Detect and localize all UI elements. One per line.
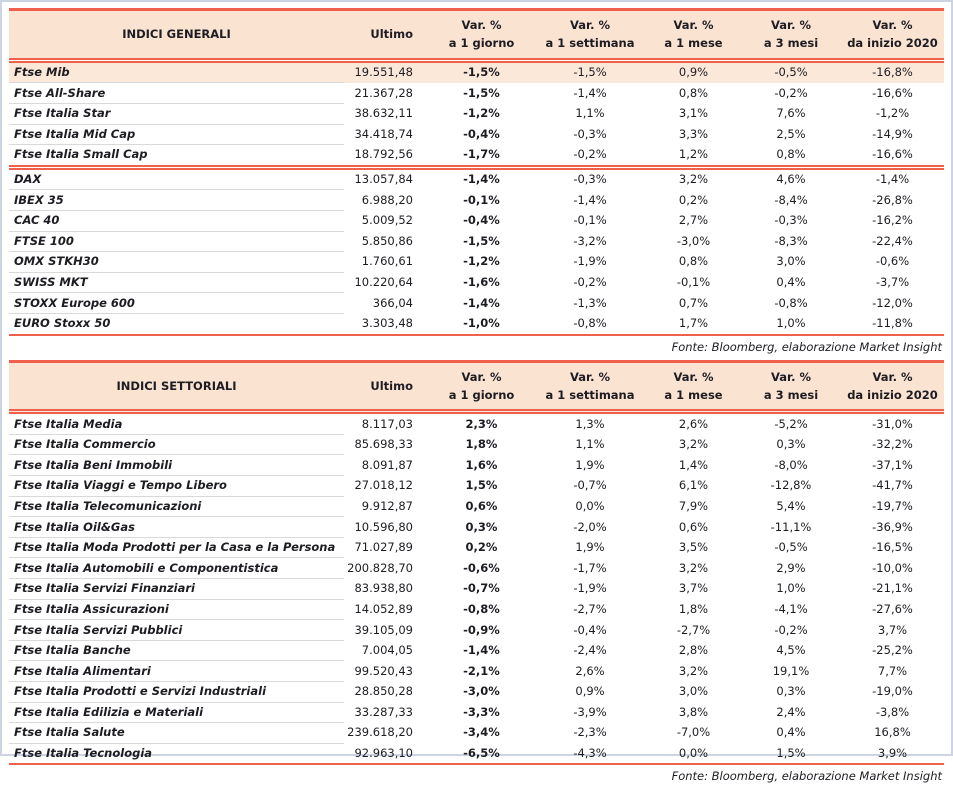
var-d1-value: 0,3% xyxy=(429,517,534,538)
var-ytd2020-value: -12,0% xyxy=(841,293,944,314)
ultimo-value: 71.027,89 xyxy=(344,537,429,558)
table-row xyxy=(9,231,944,252)
index-name: EURO Stoxx 50 xyxy=(9,313,344,334)
var-w1-value: -2,4% xyxy=(534,640,646,661)
var-d1-value: -1,4% xyxy=(429,293,534,314)
var-d1-value: 0,6% xyxy=(429,496,534,517)
index-name: Ftse Italia Prodotti e Servizi Industriali xyxy=(9,682,344,703)
table-row xyxy=(9,702,944,723)
var-m1-value: 0,2% xyxy=(646,190,741,211)
ultimo-value: 5.009,52 xyxy=(344,210,429,231)
var-ytd2020-value: -14,9% xyxy=(841,124,944,145)
var-d1-value: -1,5% xyxy=(429,231,534,252)
var-m3-value: 3,0% xyxy=(741,252,841,273)
var-m3-value: 0,4% xyxy=(741,272,841,293)
table-row xyxy=(9,620,944,641)
table-row xyxy=(9,272,944,293)
index-name: Ftse Italia Viaggi e Tempo Libero xyxy=(9,476,344,497)
table-row xyxy=(9,167,944,190)
var-ytd2020-value: -32,2% xyxy=(841,434,944,455)
table-row xyxy=(9,723,944,744)
var-label-line2: a 3 mesi xyxy=(743,386,839,404)
ultimo-value: 13.057,84 xyxy=(344,167,429,190)
var-d1-value: 1,6% xyxy=(429,455,534,476)
var-ytd2020-value: 7,7% xyxy=(841,661,944,682)
column-header-var-ytd2020 xyxy=(841,361,944,412)
index-name: CAC 40 xyxy=(9,210,344,231)
table-body xyxy=(9,60,944,334)
table-row xyxy=(9,103,944,124)
var-d1-value: 1,8% xyxy=(429,434,534,455)
var-d1-value: -0,4% xyxy=(429,124,534,145)
index-name: FTSE 100 xyxy=(9,231,344,252)
var-label-line2: a 1 settimana xyxy=(536,34,644,52)
var-ytd2020-value: -22,4% xyxy=(841,231,944,252)
var-m1-value: 7,9% xyxy=(646,496,741,517)
var-m1-value: 0,7% xyxy=(646,293,741,314)
table-row xyxy=(9,517,944,538)
column-header-var-w1 xyxy=(534,361,646,412)
var-ytd2020-value: -11,8% xyxy=(841,313,944,334)
table-row xyxy=(9,558,944,579)
var-w1-value: 1,1% xyxy=(534,434,646,455)
index-name: OMX STKH30 xyxy=(9,252,344,273)
var-m3-value: -4,1% xyxy=(741,599,841,620)
var-m1-value: -7,0% xyxy=(646,723,741,744)
var-ytd2020-value: -16,5% xyxy=(841,537,944,558)
ultimo-value: 19.551,48 xyxy=(344,60,429,83)
var-d1-value: -0,9% xyxy=(429,620,534,641)
var-m1-value: -0,1% xyxy=(646,272,741,293)
var-d1-value: -1,5% xyxy=(429,60,534,83)
var-label-line1: Var. % xyxy=(431,368,532,386)
column-header-var-d1 xyxy=(429,361,534,412)
var-ytd2020-value: -16,6% xyxy=(841,83,944,104)
var-m3-value: 1,0% xyxy=(741,313,841,334)
table-row xyxy=(9,579,944,600)
var-d1-value: -1,6% xyxy=(429,272,534,293)
var-m3-value: -11,1% xyxy=(741,517,841,538)
table-row xyxy=(9,313,944,334)
var-m1-value: 3,5% xyxy=(646,537,741,558)
ultimo-value: 9.912,87 xyxy=(344,496,429,517)
data-table xyxy=(9,360,944,766)
index-name: Ftse Italia Media xyxy=(9,412,344,435)
var-m3-value: -0,5% xyxy=(741,60,841,83)
table-row xyxy=(9,661,944,682)
var-w1-value: -0,4% xyxy=(534,620,646,641)
var-d1-value: -1,4% xyxy=(429,640,534,661)
ultimo-value: 38.632,11 xyxy=(344,103,429,124)
index-name: Ftse Italia Moda Prodotti per la Casa e la Persona xyxy=(9,537,344,558)
var-m1-value: -2,7% xyxy=(646,620,741,641)
var-m1-value: 0,9% xyxy=(646,60,741,83)
index-name: Ftse All-Share xyxy=(9,83,344,104)
var-label-line1: Var. % xyxy=(743,16,839,34)
ultimo-value: 18.792,56 xyxy=(344,145,429,168)
table-row xyxy=(9,83,944,104)
var-ytd2020-value: -37,1% xyxy=(841,455,944,476)
var-w1-value: -0,3% xyxy=(534,167,646,190)
column-header-var-m3 xyxy=(741,361,841,412)
var-m3-value: 4,5% xyxy=(741,640,841,661)
var-w1-value: -1,3% xyxy=(534,293,646,314)
var-m1-value: 1,7% xyxy=(646,313,741,334)
var-d1-value: -2,1% xyxy=(429,661,534,682)
ultimo-value: 5.850,86 xyxy=(344,231,429,252)
table-row xyxy=(9,124,944,145)
var-w1-value: 0,0% xyxy=(534,496,646,517)
table-row xyxy=(9,434,944,455)
table-row xyxy=(9,476,944,497)
ultimo-value: 8.091,87 xyxy=(344,455,429,476)
table-row xyxy=(9,412,944,435)
table-title: INDICI GENERALI xyxy=(9,10,344,61)
var-label-line1: Var. % xyxy=(843,16,942,34)
var-m3-value: -0,2% xyxy=(741,620,841,641)
index-name: DAX xyxy=(9,167,344,190)
var-m1-value: 3,2% xyxy=(646,434,741,455)
ultimo-value: 10.220,64 xyxy=(344,272,429,293)
index-name: Ftse Italia Servizi Finanziari xyxy=(9,579,344,600)
ultimo-value: 39.105,09 xyxy=(344,620,429,641)
ultimo-value: 1.760,61 xyxy=(344,252,429,273)
var-label-line1: Var. % xyxy=(648,368,739,386)
var-m1-value: 1,4% xyxy=(646,455,741,476)
index-name: Ftse Italia Telecomunicazioni xyxy=(9,496,344,517)
var-w1-value: -1,9% xyxy=(534,252,646,273)
table-row xyxy=(9,599,944,620)
ultimo-value: 239.618,20 xyxy=(344,723,429,744)
var-ytd2020-value: -25,2% xyxy=(841,640,944,661)
index-name: Ftse Italia Salute xyxy=(9,723,344,744)
source-note: Fonte: Bloomberg, elaborazione Market Insight xyxy=(9,336,944,358)
var-ytd2020-value: -0,6% xyxy=(841,252,944,273)
var-m1-value: 1,8% xyxy=(646,599,741,620)
ultimo-value: 6.988,20 xyxy=(344,190,429,211)
index-name: Ftse Italia Tecnologia xyxy=(9,743,344,764)
var-ytd2020-value: -19,0% xyxy=(841,682,944,703)
var-m3-value: 5,4% xyxy=(741,496,841,517)
column-header-ultimo: Ultimo xyxy=(344,10,429,61)
var-label-line1: Var. % xyxy=(743,368,839,386)
ultimo-value: 83.938,80 xyxy=(344,579,429,600)
var-m3-value: 19,1% xyxy=(741,661,841,682)
ultimo-value: 27.018,12 xyxy=(344,476,429,497)
var-ytd2020-value: -21,1% xyxy=(841,579,944,600)
ultimo-value: 34.418,74 xyxy=(344,124,429,145)
column-header-var-m1 xyxy=(646,361,741,412)
var-d1-value: -3,4% xyxy=(429,723,534,744)
var-d1-value: -3,3% xyxy=(429,702,534,723)
ultimo-value: 7.004,05 xyxy=(344,640,429,661)
column-header-ultimo: Ultimo xyxy=(344,361,429,412)
var-w1-value: -2,3% xyxy=(534,723,646,744)
var-label-line1: Var. % xyxy=(536,16,644,34)
var-w1-value: 2,6% xyxy=(534,661,646,682)
var-m3-value: -8,0% xyxy=(741,455,841,476)
var-m3-value: -8,4% xyxy=(741,190,841,211)
var-w1-value: -0,2% xyxy=(534,145,646,168)
var-w1-value: -3,9% xyxy=(534,702,646,723)
table-row xyxy=(9,496,944,517)
index-name: Ftse Italia Servizi Pubblici xyxy=(9,620,344,641)
var-label-line2: da inizio 2020 xyxy=(843,386,942,404)
var-m1-value: 3,2% xyxy=(646,558,741,579)
var-m3-value: 0,4% xyxy=(741,723,841,744)
table-row xyxy=(9,455,944,476)
var-m1-value: 3,7% xyxy=(646,579,741,600)
var-w1-value: 0,9% xyxy=(534,682,646,703)
var-w1-value: 1,3% xyxy=(534,412,646,435)
var-ytd2020-value: -16,6% xyxy=(841,145,944,168)
data-table xyxy=(9,8,944,336)
var-d1-value: -1,5% xyxy=(429,83,534,104)
table-row xyxy=(9,293,944,314)
var-m1-value: -3,0% xyxy=(646,231,741,252)
table-header xyxy=(9,361,944,412)
index-name: SWISS MKT xyxy=(9,272,344,293)
var-ytd2020-value: -41,7% xyxy=(841,476,944,497)
table-row xyxy=(9,682,944,703)
table-body xyxy=(9,412,944,765)
ultimo-value: 10.596,80 xyxy=(344,517,429,538)
column-header-var-d1 xyxy=(429,10,534,61)
var-d1-value: -1,7% xyxy=(429,145,534,168)
ultimo-value: 28.850,28 xyxy=(344,682,429,703)
index-name: STOXX Europe 600 xyxy=(9,293,344,314)
var-ytd2020-value: -27,6% xyxy=(841,599,944,620)
var-ytd2020-value: -3,7% xyxy=(841,272,944,293)
var-ytd2020-value: 16,8% xyxy=(841,723,944,744)
var-m3-value: -0,5% xyxy=(741,537,841,558)
ultimo-value: 14.052,89 xyxy=(344,599,429,620)
var-label-line2: a 1 mese xyxy=(648,34,739,52)
var-d1-value: 1,5% xyxy=(429,476,534,497)
var-m3-value: -12,8% xyxy=(741,476,841,497)
var-ytd2020-value: -10,0% xyxy=(841,558,944,579)
index-name: Ftse Italia Star xyxy=(9,103,344,124)
source-note: Fonte: Bloomberg, elaborazione Market Insight xyxy=(9,765,944,787)
var-m3-value: 0,3% xyxy=(741,682,841,703)
var-ytd2020-value: -16,8% xyxy=(841,60,944,83)
var-ytd2020-value: -1,4% xyxy=(841,167,944,190)
table-row xyxy=(9,537,944,558)
var-ytd2020-value: -31,0% xyxy=(841,412,944,435)
ultimo-value: 200.828,70 xyxy=(344,558,429,579)
var-label-line1: Var. % xyxy=(843,368,942,386)
var-ytd2020-value: -19,7% xyxy=(841,496,944,517)
var-m1-value: 6,1% xyxy=(646,476,741,497)
var-label-line2: da inizio 2020 xyxy=(843,34,942,52)
table-row xyxy=(9,60,944,83)
var-w1-value: -1,9% xyxy=(534,579,646,600)
table-header xyxy=(9,10,944,61)
var-m1-value: 3,1% xyxy=(646,103,741,124)
var-m1-value: 3,2% xyxy=(646,661,741,682)
ultimo-value: 99.520,43 xyxy=(344,661,429,682)
var-d1-value: -0,1% xyxy=(429,190,534,211)
var-w1-value: -3,2% xyxy=(534,231,646,252)
var-w1-value: -1,7% xyxy=(534,558,646,579)
var-m1-value: 2,7% xyxy=(646,210,741,231)
ultimo-value: 85.698,33 xyxy=(344,434,429,455)
indici-settoriali-table xyxy=(9,360,944,787)
index-name: Ftse Italia Oil&Gas xyxy=(9,517,344,538)
var-d1-value: 2,3% xyxy=(429,412,534,435)
var-label-line2: a 1 mese xyxy=(648,386,739,404)
var-m3-value: 0,3% xyxy=(741,434,841,455)
table-row xyxy=(9,190,944,211)
column-header-var-m3 xyxy=(741,10,841,61)
index-name: Ftse Mib xyxy=(9,60,344,83)
index-name: Ftse Italia Assicurazioni xyxy=(9,599,344,620)
var-w1-value: -1,4% xyxy=(534,190,646,211)
var-m1-value: 2,8% xyxy=(646,640,741,661)
var-label-line2: a 1 settimana xyxy=(536,386,644,404)
index-name: Ftse Italia Banche xyxy=(9,640,344,661)
var-m1-value: 3,2% xyxy=(646,167,741,190)
var-ytd2020-value: -26,8% xyxy=(841,190,944,211)
var-w1-value: -1,4% xyxy=(534,83,646,104)
var-w1-value: -2,0% xyxy=(534,517,646,538)
var-m3-value: 2,9% xyxy=(741,558,841,579)
table-row xyxy=(9,252,944,273)
var-d1-value: -1,2% xyxy=(429,252,534,273)
ultimo-value: 3.303,48 xyxy=(344,313,429,334)
var-label-line2: a 1 giorno xyxy=(431,386,532,404)
ultimo-value: 366,04 xyxy=(344,293,429,314)
var-label-line2: a 3 mesi xyxy=(743,34,839,52)
index-name: Ftse Italia Commercio xyxy=(9,434,344,455)
column-header-var-ytd2020 xyxy=(841,10,944,61)
var-m3-value: -0,2% xyxy=(741,83,841,104)
var-d1-value: -6,5% xyxy=(429,743,534,764)
table-row xyxy=(9,640,944,661)
var-m3-value: 4,6% xyxy=(741,167,841,190)
var-w1-value: -0,2% xyxy=(534,272,646,293)
var-m3-value: 2,4% xyxy=(741,702,841,723)
var-m1-value: 1,2% xyxy=(646,145,741,168)
var-m1-value: 0,0% xyxy=(646,743,741,764)
var-m3-value: -0,8% xyxy=(741,293,841,314)
index-name: Ftse Italia Automobili e Componentistica xyxy=(9,558,344,579)
column-header-var-m1 xyxy=(646,10,741,61)
var-m1-value: 0,8% xyxy=(646,83,741,104)
ultimo-value: 92.963,10 xyxy=(344,743,429,764)
index-name: Ftse Italia Small Cap xyxy=(9,145,344,168)
var-d1-value: -1,0% xyxy=(429,313,534,334)
var-label-line1: Var. % xyxy=(431,16,532,34)
var-m3-value: 1,5% xyxy=(741,743,841,764)
index-name: Ftse Italia Beni Immobili xyxy=(9,455,344,476)
var-w1-value: 1,9% xyxy=(534,455,646,476)
var-ytd2020-value: 3,7% xyxy=(841,620,944,641)
var-m3-value: 0,8% xyxy=(741,145,841,168)
var-d1-value: -3,0% xyxy=(429,682,534,703)
var-d1-value: -1,2% xyxy=(429,103,534,124)
var-m1-value: 0,6% xyxy=(646,517,741,538)
index-name: Ftse Italia Edilizia e Materiali xyxy=(9,702,344,723)
var-m3-value: -5,2% xyxy=(741,412,841,435)
var-ytd2020-value: -1,2% xyxy=(841,103,944,124)
var-label-line1: Var. % xyxy=(536,368,644,386)
var-ytd2020-value: -36,9% xyxy=(841,517,944,538)
var-label-line1: Var. % xyxy=(648,16,739,34)
var-d1-value: -1,4% xyxy=(429,167,534,190)
var-m1-value: 0,8% xyxy=(646,252,741,273)
var-w1-value: -0,3% xyxy=(534,124,646,145)
var-w1-value: -0,1% xyxy=(534,210,646,231)
var-m3-value: -8,3% xyxy=(741,231,841,252)
column-header-var-w1 xyxy=(534,10,646,61)
var-w1-value: -2,7% xyxy=(534,599,646,620)
var-label-line2: a 1 giorno xyxy=(431,34,532,52)
var-m1-value: 3,8% xyxy=(646,702,741,723)
var-m3-value: -0,3% xyxy=(741,210,841,231)
var-w1-value: 1,1% xyxy=(534,103,646,124)
indici-generali-table xyxy=(9,8,944,358)
table-row xyxy=(9,743,944,764)
var-ytd2020-value: 3,9% xyxy=(841,743,944,764)
table-row xyxy=(9,145,944,168)
var-w1-value: -0,7% xyxy=(534,476,646,497)
index-name: Ftse Italia Mid Cap xyxy=(9,124,344,145)
ultimo-value: 33.287,33 xyxy=(344,702,429,723)
var-w1-value: -4,3% xyxy=(534,743,646,764)
var-ytd2020-value: -16,2% xyxy=(841,210,944,231)
var-d1-value: -0,7% xyxy=(429,579,534,600)
var-w1-value: 1,9% xyxy=(534,537,646,558)
var-d1-value: -0,6% xyxy=(429,558,534,579)
var-w1-value: -0,8% xyxy=(534,313,646,334)
var-d1-value: -0,8% xyxy=(429,599,534,620)
var-d1-value: 0,2% xyxy=(429,537,534,558)
var-d1-value: -0,4% xyxy=(429,210,534,231)
var-m1-value: 3,0% xyxy=(646,682,741,703)
header-row xyxy=(9,361,944,412)
var-w1-value: -1,5% xyxy=(534,60,646,83)
var-ytd2020-value: -3,8% xyxy=(841,702,944,723)
table-title: INDICI SETTORIALI xyxy=(9,361,344,412)
ultimo-value: 8.117,03 xyxy=(344,412,429,435)
index-name: Ftse Italia Alimentari xyxy=(9,661,344,682)
var-m3-value: 1,0% xyxy=(741,579,841,600)
index-name: IBEX 35 xyxy=(9,190,344,211)
var-m1-value: 3,3% xyxy=(646,124,741,145)
ultimo-value: 21.367,28 xyxy=(344,83,429,104)
header-row xyxy=(9,10,944,61)
var-m3-value: 2,5% xyxy=(741,124,841,145)
table-row xyxy=(9,210,944,231)
var-m1-value: 2,6% xyxy=(646,412,741,435)
var-m3-value: 7,6% xyxy=(741,103,841,124)
